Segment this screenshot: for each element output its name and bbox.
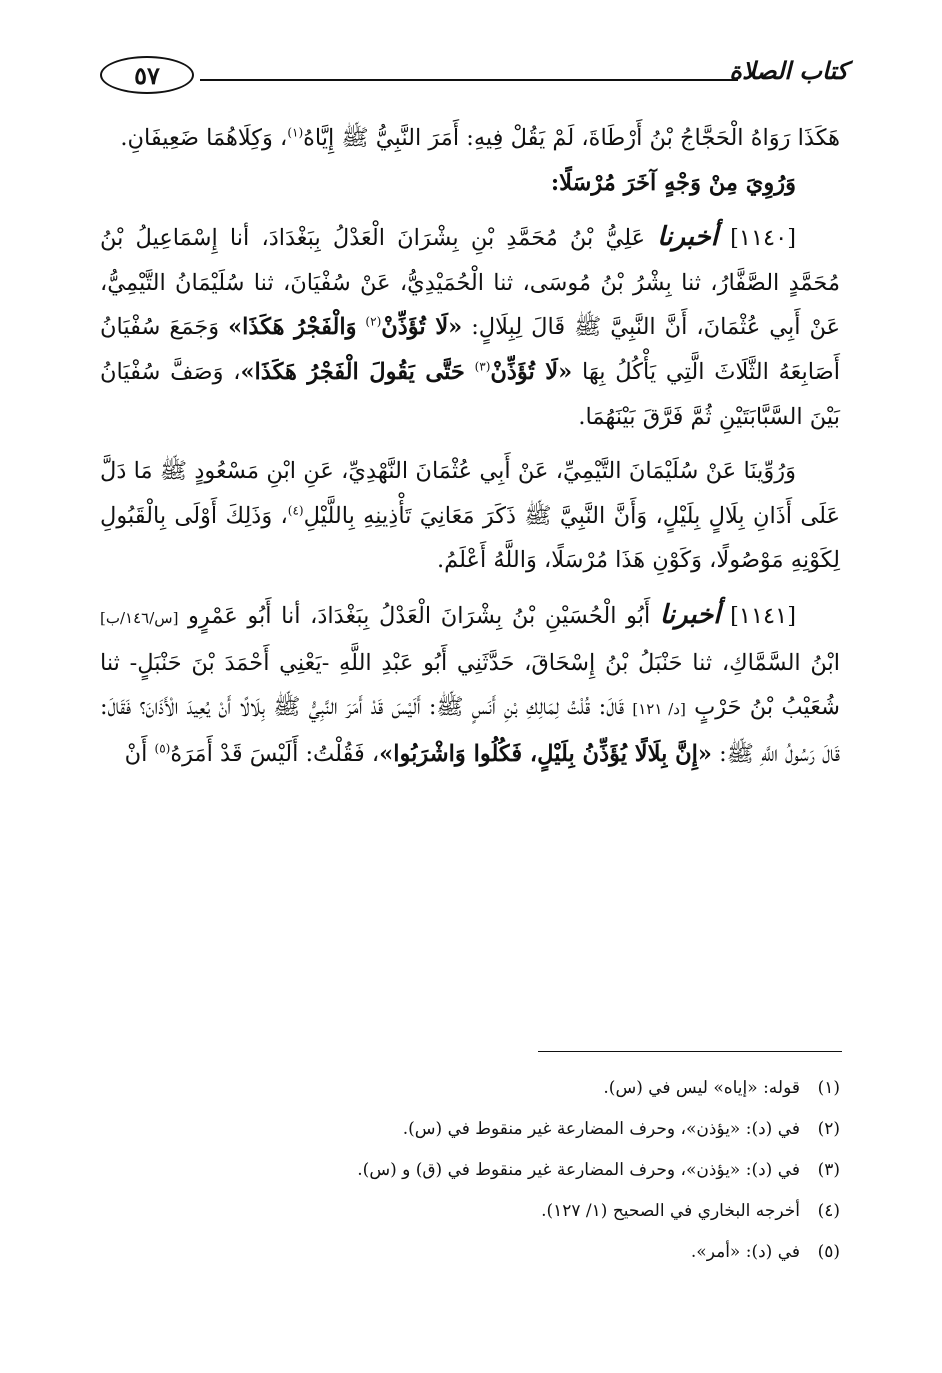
hadith-number: [١١٤٠] (730, 225, 797, 252)
hadith-text: قَالَ: قُلْتُ لِمَالِكِ بْنِ أَنَسٍ ﷺ: أَلَيْسَ قَدْ أَمَرَ النَّبِيُّ ﷺ بِلَالًا أَنْ يُعِيدَ الْأَذَانَ؟ فَقَالَ: قَالَ رَسُولُ اللَّهِ ﷺ: (100, 694, 840, 767)
manuscript-ref: [س/١٤٦/ب] (100, 608, 179, 627)
header-rule (200, 79, 738, 81)
section-heading (100, 161, 840, 206)
page-number: ٥٧ (100, 56, 194, 94)
hadith-quote: حَتَّى يَقُولَ الْفَجْرُ هَكَذَا» (240, 358, 465, 385)
footnote-text: في (د): «أمر». (690, 1242, 800, 1262)
paragraph-3-end: ، وَذَلِكَ أَوْلَى بِالْقَبُولِ لِكَوْنِهِ مَوْصُولًا، وَكَوْنِ هَذَا مُرْسَلًا، وَاللَّهُ أَعْلَمُ. (100, 502, 840, 574)
hadith-text: ابْنُ السَّمَّاكِ، ثنا حَنْبَلُ بْنُ إِسْحَاقَ، حَدَّثَنِي أَبُو عَبْدِ اللَّهِ -يَعْنِي أَحْمَدَ بْنَ حَنْبَلٍ- ثنا شُعَيْبُ بْنُ حَرْبٍ (100, 649, 841, 721)
hadith-1140 (100, 215, 840, 439)
footnote-number: (١) (817, 1078, 840, 1098)
akhbarana-label: أخبرنا (659, 599, 721, 630)
hadith-quote: وَالْفَجْرُ هَكَذَا» (228, 314, 357, 341)
footnote-item (100, 1109, 840, 1150)
footnote-ref-1: (١) (287, 125, 304, 140)
hadith-number: [١١٤١] (730, 602, 797, 629)
paragraph-1-text: هَكَذَا رَوَاهُ الْحَجَّاجُ بْنُ أَرْطَاةَ، لَمْ يَقُلْ فِيهِ: أَمَرَ النَّبِيُّ ﷺ إِيَّاهُ (303, 125, 840, 151)
footnote-item (100, 1068, 840, 1109)
hadith-text: أَنْ (124, 740, 148, 767)
footnote-ref-5: (٥) (154, 741, 171, 756)
main-text (100, 116, 840, 776)
footnote-ref-2: (٢) (365, 314, 382, 329)
paragraph-3-text: وَرُوِّينَا عَنْ سُلَيْمَانَ التَّيْمِيِّ، عَنْ أَبِي عُثْمَانَ النَّهْدِيِّ، عَنِ ابْنِ مَسْعُودٍ ﷺ مَا دَلَّ عَلَى أَذَانِ بِلَالٍ بِلَيْلٍ، وَأَنَّ النَّبِيَّ ﷺ ذَكَرَ مَعَانِيَ تَأْذِينِهِ بِاللَّيْلِ (100, 458, 841, 529)
hadith-text: وَجَمَعَ سُفْيَانُ أَصَابِعَهُ الثَّلَاثَ الَّتِي يَأْكُلُ بِهَا (100, 314, 840, 385)
section-heading-text: وَرُوِيَ مِنْ وَجْهٍ آخَرَ مُرْسَلًا: (550, 169, 796, 196)
hadith-text: ، وَصَفَّ سُفْيَانُ بَيْنَ السَّبَّابَتَيْنِ ثُمَّ فَرَّقَ بَيْنَهُمَا. (100, 358, 840, 430)
footnote-item (100, 1191, 840, 1232)
footnote-separator (538, 1051, 842, 1052)
hadith-text: ، فَقُلْتُ: أَلَيْسَ قَدْ أَمَرَهُ (170, 740, 380, 767)
hadith-quote: «لَا تُؤَذِّنْ (490, 358, 573, 385)
hadith-quote: «إِنَّ بِلَالًا يُؤَذِّنُ بِلَيْلٍ، فَكُلُوا وَاشْرَبُوا» (379, 740, 712, 767)
hadith-quote: «لَا تُؤَذِّنْ (381, 314, 463, 341)
page-header (100, 56, 848, 100)
footnote-number: (٤) (817, 1201, 840, 1221)
paragraph-3 (100, 449, 840, 583)
footnote-number: (٢) (817, 1119, 840, 1139)
footnote-number: (٥) (817, 1242, 840, 1262)
akhbarana-label: أخبرنا (657, 222, 718, 253)
footnote-text: قوله: «إياه» ليس في (س). (603, 1078, 800, 1098)
footnote-text: في (د): «يؤذن»، وحرف المضارعة غير منقوط في (ق) و (س). (357, 1160, 800, 1180)
footnote-text: في (د): «يؤذن»، وحرف المضارعة غير منقوط في (س). (402, 1119, 800, 1139)
paragraph-1 (100, 116, 840, 161)
footnote-text: أخرجه البخاري في الصحيح (١/ ١٢٧). (541, 1201, 800, 1221)
footnote-item (100, 1150, 840, 1191)
footnotes (100, 1068, 840, 1273)
footnote-ref-4: (٤) (287, 503, 304, 518)
hadith-1141 (100, 593, 840, 776)
paragraph-1-end: ، وَكِلَاهُمَا ضَعِيفَانِ. (120, 125, 288, 151)
manuscript-ref: [د/ ١٢١] (632, 700, 686, 719)
header-title: كتاب الصلاة (729, 56, 848, 85)
hadith-text: عَلِيُّ بْنُ مُحَمَّدِ بْنِ بِشْرَانَ الْعَدْلُ بِبَغْدَادَ، أنا إِسْمَاعِيلُ بْنُ مُحَمَّدٍ الصَّفَّارُ، ثنا بِشْرُ بْنُ مُوسَى، ثنا الْحُمَيْدِيُّ، عَنْ سُفْيَانَ، ثنا سُلَيْمَانُ التَّيْمِيُّ، عَنْ أَبِي عُثْمَانَ، أَنَّ النَّبِيَّ ﷺ قَالَ لِبِلَالٍ: (100, 225, 840, 341)
footnote-ref-3: (٣) (474, 359, 491, 374)
footnote-number: (٣) (817, 1160, 840, 1180)
hadith-text: أَبُو الْحُسَيْنِ بْنُ بِشْرَانَ الْعَدْلُ بِبَغْدَادَ، أنا أَبُو عَمْرٍو (188, 602, 651, 629)
footnote-item (100, 1232, 840, 1273)
